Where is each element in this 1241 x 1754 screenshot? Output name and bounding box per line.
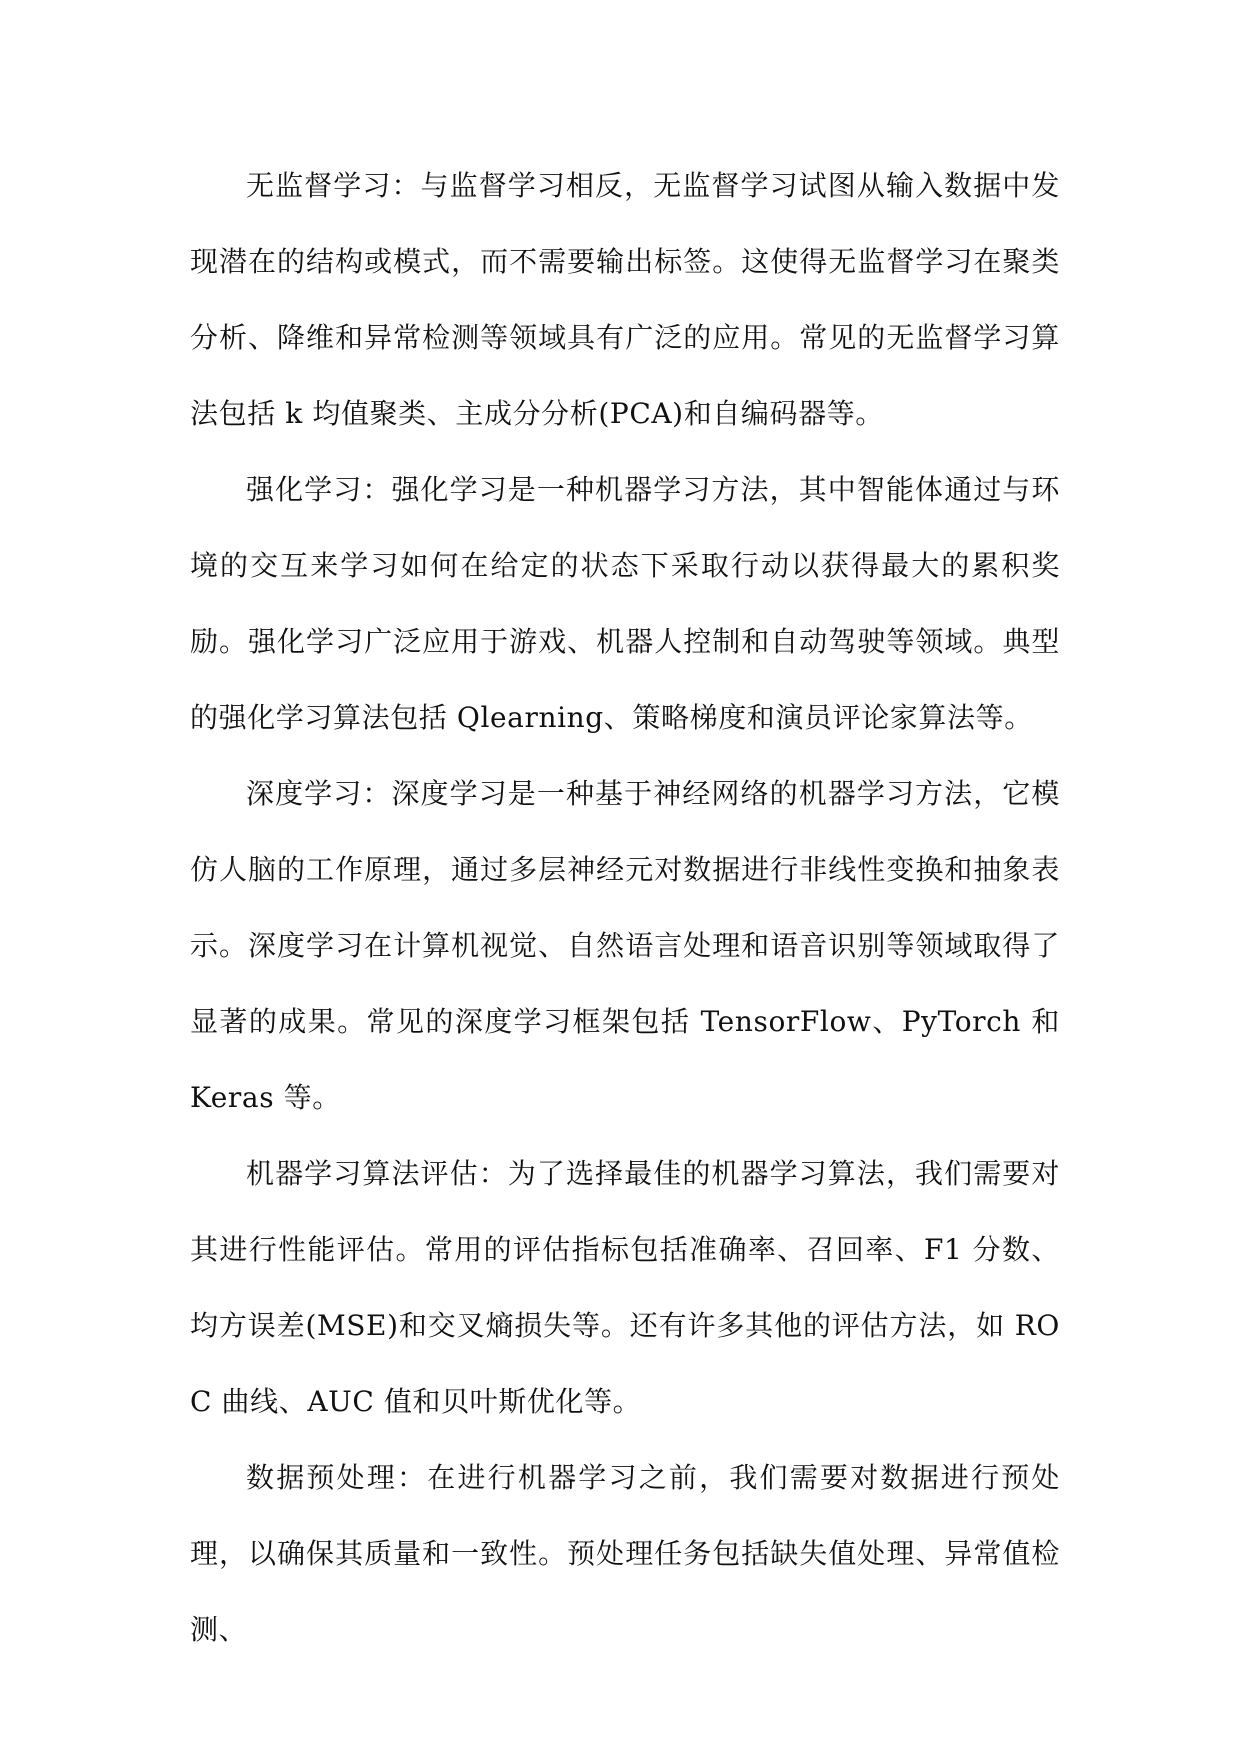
paragraph-algorithm-evaluation: 机器学习算法评估：为了选择最佳的机器学习算法，我们需要对其进行性能评估。常用的评估指标包括准确率、召回率、F1 分数、均方误差(MSE)和交叉熵损失等。还有许多其他的评估方法，如 ROC 曲线、AUC 值和贝叶斯优化等。 xyxy=(190,1157,1060,1418)
paragraph-reinforcement-learning: 强化学习：强化学习是一种机器学习方法，其中智能体通过与环境的交互来学习如何在给定的状态下采取行动以获得最大的累积奖励。强化学习广泛应用于游戏、机器人控制和自动驾驶等领域。典型的强化学习算法包括 Qlearning、策略梯度和演员评论家算法等。 xyxy=(190,473,1060,734)
paragraph-data-preprocessing: 数据预处理：在进行机器学习之前，我们需要对数据进行预处理，以确保其质量和一致性。预处理任务包括缺失值处理、异常值检测、 xyxy=(190,1461,1060,1646)
body-text xyxy=(190,148,1060,1668)
paragraph-deep-learning: 深度学习：深度学习是一种基于神经网络的机器学习方法，它模仿人脑的工作原理，通过多层神经元对数据进行非线性变换和抽象表示。深度学习在计算机视觉、自然语言处理和语音识别等领域取得了显著的成果。常见的深度学习框架包括 TensorFlow、PyTorch 和 Keras 等。 xyxy=(190,777,1060,1114)
paragraph-unsupervised-learning: 无监督学习：与监督学习相反，无监督学习试图从输入数据中发现潜在的结构或模式，而不需要输出标签。这使得无监督学习在聚类分析、降维和异常检测等领域具有广泛的应用。常见的无监督学习算法包括 k 均值聚类、主成分分析(PCA)和自编码器等。 xyxy=(190,169,1060,430)
